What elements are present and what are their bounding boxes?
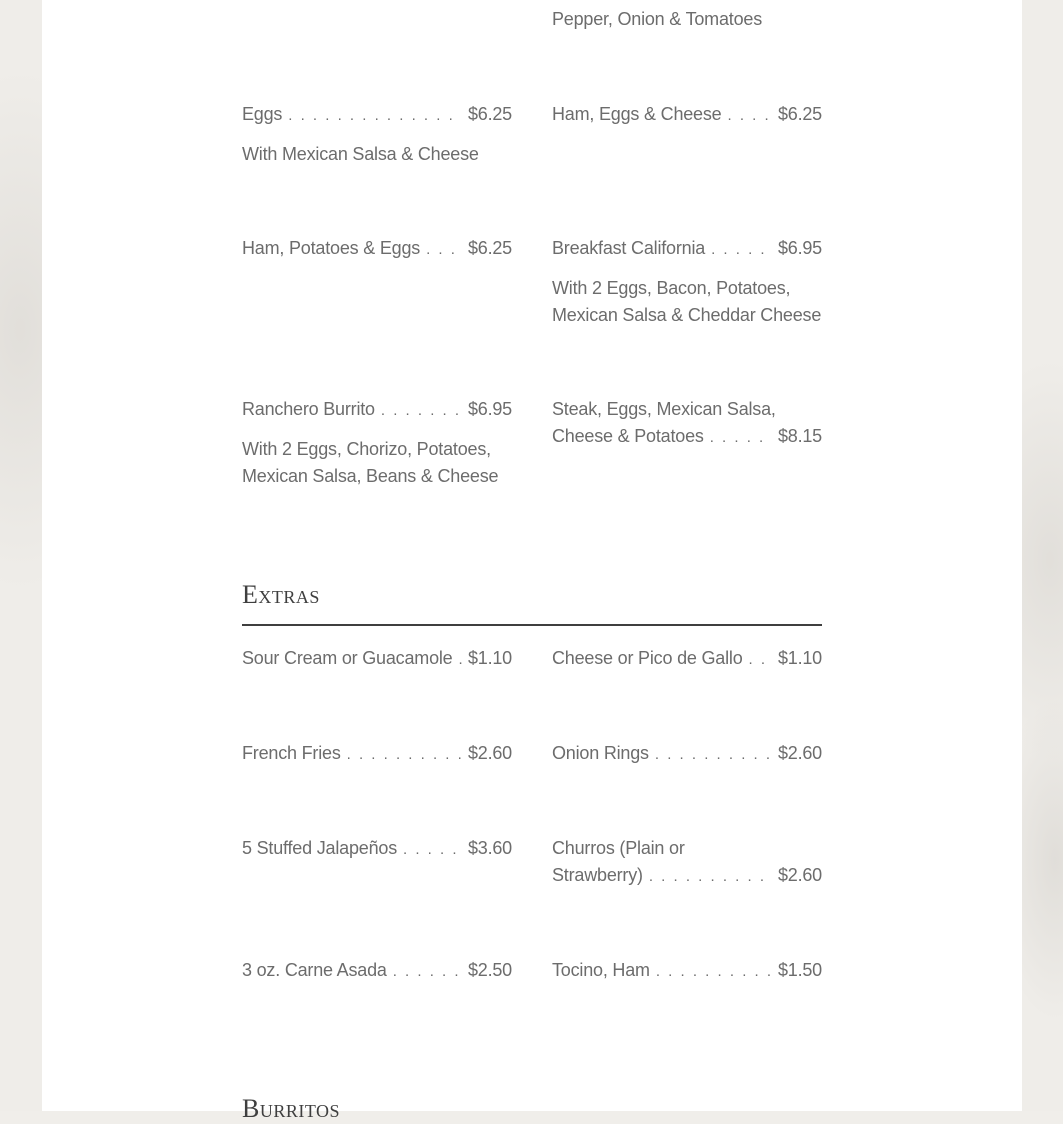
menu-item-price: $2.60 [777, 865, 822, 885]
extra-item-stuffed-jalapenos [242, 835, 512, 863]
menu-item-name: Eggs [242, 104, 283, 124]
menu-item-desc: With Mexican Salsa & Cheese [242, 144, 479, 164]
leader-dots [749, 646, 772, 673]
menu-item-name: Steak, Eggs, Mexican Salsa, [552, 399, 776, 419]
leader-dots [393, 958, 462, 985]
leader-dots [655, 741, 772, 768]
menu-item-name: Strawberry) [552, 865, 643, 885]
menu-item-desc: With 2 Eggs, Bacon, Potatoes, Mexican Salsa & Cheddar Cheese [552, 278, 822, 325]
menu-item-ranchero-burrito [242, 396, 512, 490]
menu-item-partial [552, 0, 822, 33]
menu-item-name: 3 oz. Carne Asada [242, 960, 387, 980]
menu-item-name: 5 Stuffed Jalapeños [242, 838, 397, 858]
leader-dots [710, 424, 772, 451]
menu-item-name: Ham, Eggs & Cheese [552, 104, 722, 124]
extra-item-tocino-ham [552, 957, 822, 985]
menu-item-name: Churros (Plain or [552, 838, 685, 858]
leader-dots [656, 958, 772, 985]
section-divider [242, 624, 822, 626]
extra-item-onion-rings [552, 740, 822, 768]
leader-dots [403, 836, 462, 863]
extra-item-sour-cream [242, 645, 512, 673]
menu-item-name: Ham, Potatoes & Eggs [242, 238, 421, 258]
menu-item-price: $2.60 [777, 743, 822, 763]
menu-item-price: $2.60 [467, 743, 512, 763]
leader-dots [381, 397, 462, 424]
leader-dots [649, 863, 772, 890]
menu-item-name: Onion Rings [552, 743, 649, 763]
menu-item-name: Cheese or Pico de Gallo [552, 648, 743, 668]
menu-item-desc: With 2 Eggs, Chorizo, Potatoes, Mexican Salsa, Beans & Cheese [242, 439, 499, 486]
extra-item-carne-asada [242, 957, 512, 985]
menu-item-ham-eggs-cheese [552, 101, 822, 129]
menu-item-breakfast-california [552, 235, 822, 329]
menu-item-price: $1.10 [467, 648, 512, 668]
section-title-extras: Extras [242, 580, 320, 609]
menu-item-name: Breakfast California [552, 238, 706, 258]
leader-dots [426, 236, 462, 263]
leader-dots [347, 741, 462, 768]
leader-dots [288, 102, 462, 129]
extra-item-churros [552, 835, 822, 890]
menu-item-price: $6.25 [777, 104, 822, 124]
menu-item-price: $1.10 [777, 648, 822, 668]
menu-item-name: Ranchero Burrito [242, 399, 375, 419]
menu-item-price: $8.15 [777, 426, 822, 446]
leader-dots [459, 646, 462, 673]
menu-item-steak-eggs [552, 396, 822, 451]
menu-panel [42, 0, 1022, 1111]
extra-item-french-fries [242, 740, 512, 768]
extra-item-cheese-pico [552, 645, 822, 673]
leader-dots [711, 236, 772, 263]
menu-item-eggs [242, 101, 512, 168]
menu-item-name: Cheese & Potatoes [552, 426, 704, 446]
menu-item-price: $1.50 [777, 960, 822, 980]
menu-item-name: Tocino, Ham [552, 960, 650, 980]
section-title-burritos: Burritos [242, 1094, 341, 1123]
menu-item-name: Sour Cream or Guacamole [242, 648, 453, 668]
menu-item-desc: Pepper, Onion & Tomatoes [552, 9, 763, 29]
menu-item-price: $2.50 [467, 960, 512, 980]
menu-item-price: $6.25 [467, 238, 512, 258]
menu-item-price: $6.95 [467, 399, 512, 419]
menu-item-name: French Fries [242, 743, 341, 763]
menu-item-price: $6.95 [777, 238, 822, 258]
menu-item-price: $6.25 [467, 104, 512, 124]
menu-item-price: $3.60 [467, 838, 512, 858]
leader-dots [727, 102, 771, 129]
menu-item-ham-potatoes-eggs [242, 235, 512, 263]
